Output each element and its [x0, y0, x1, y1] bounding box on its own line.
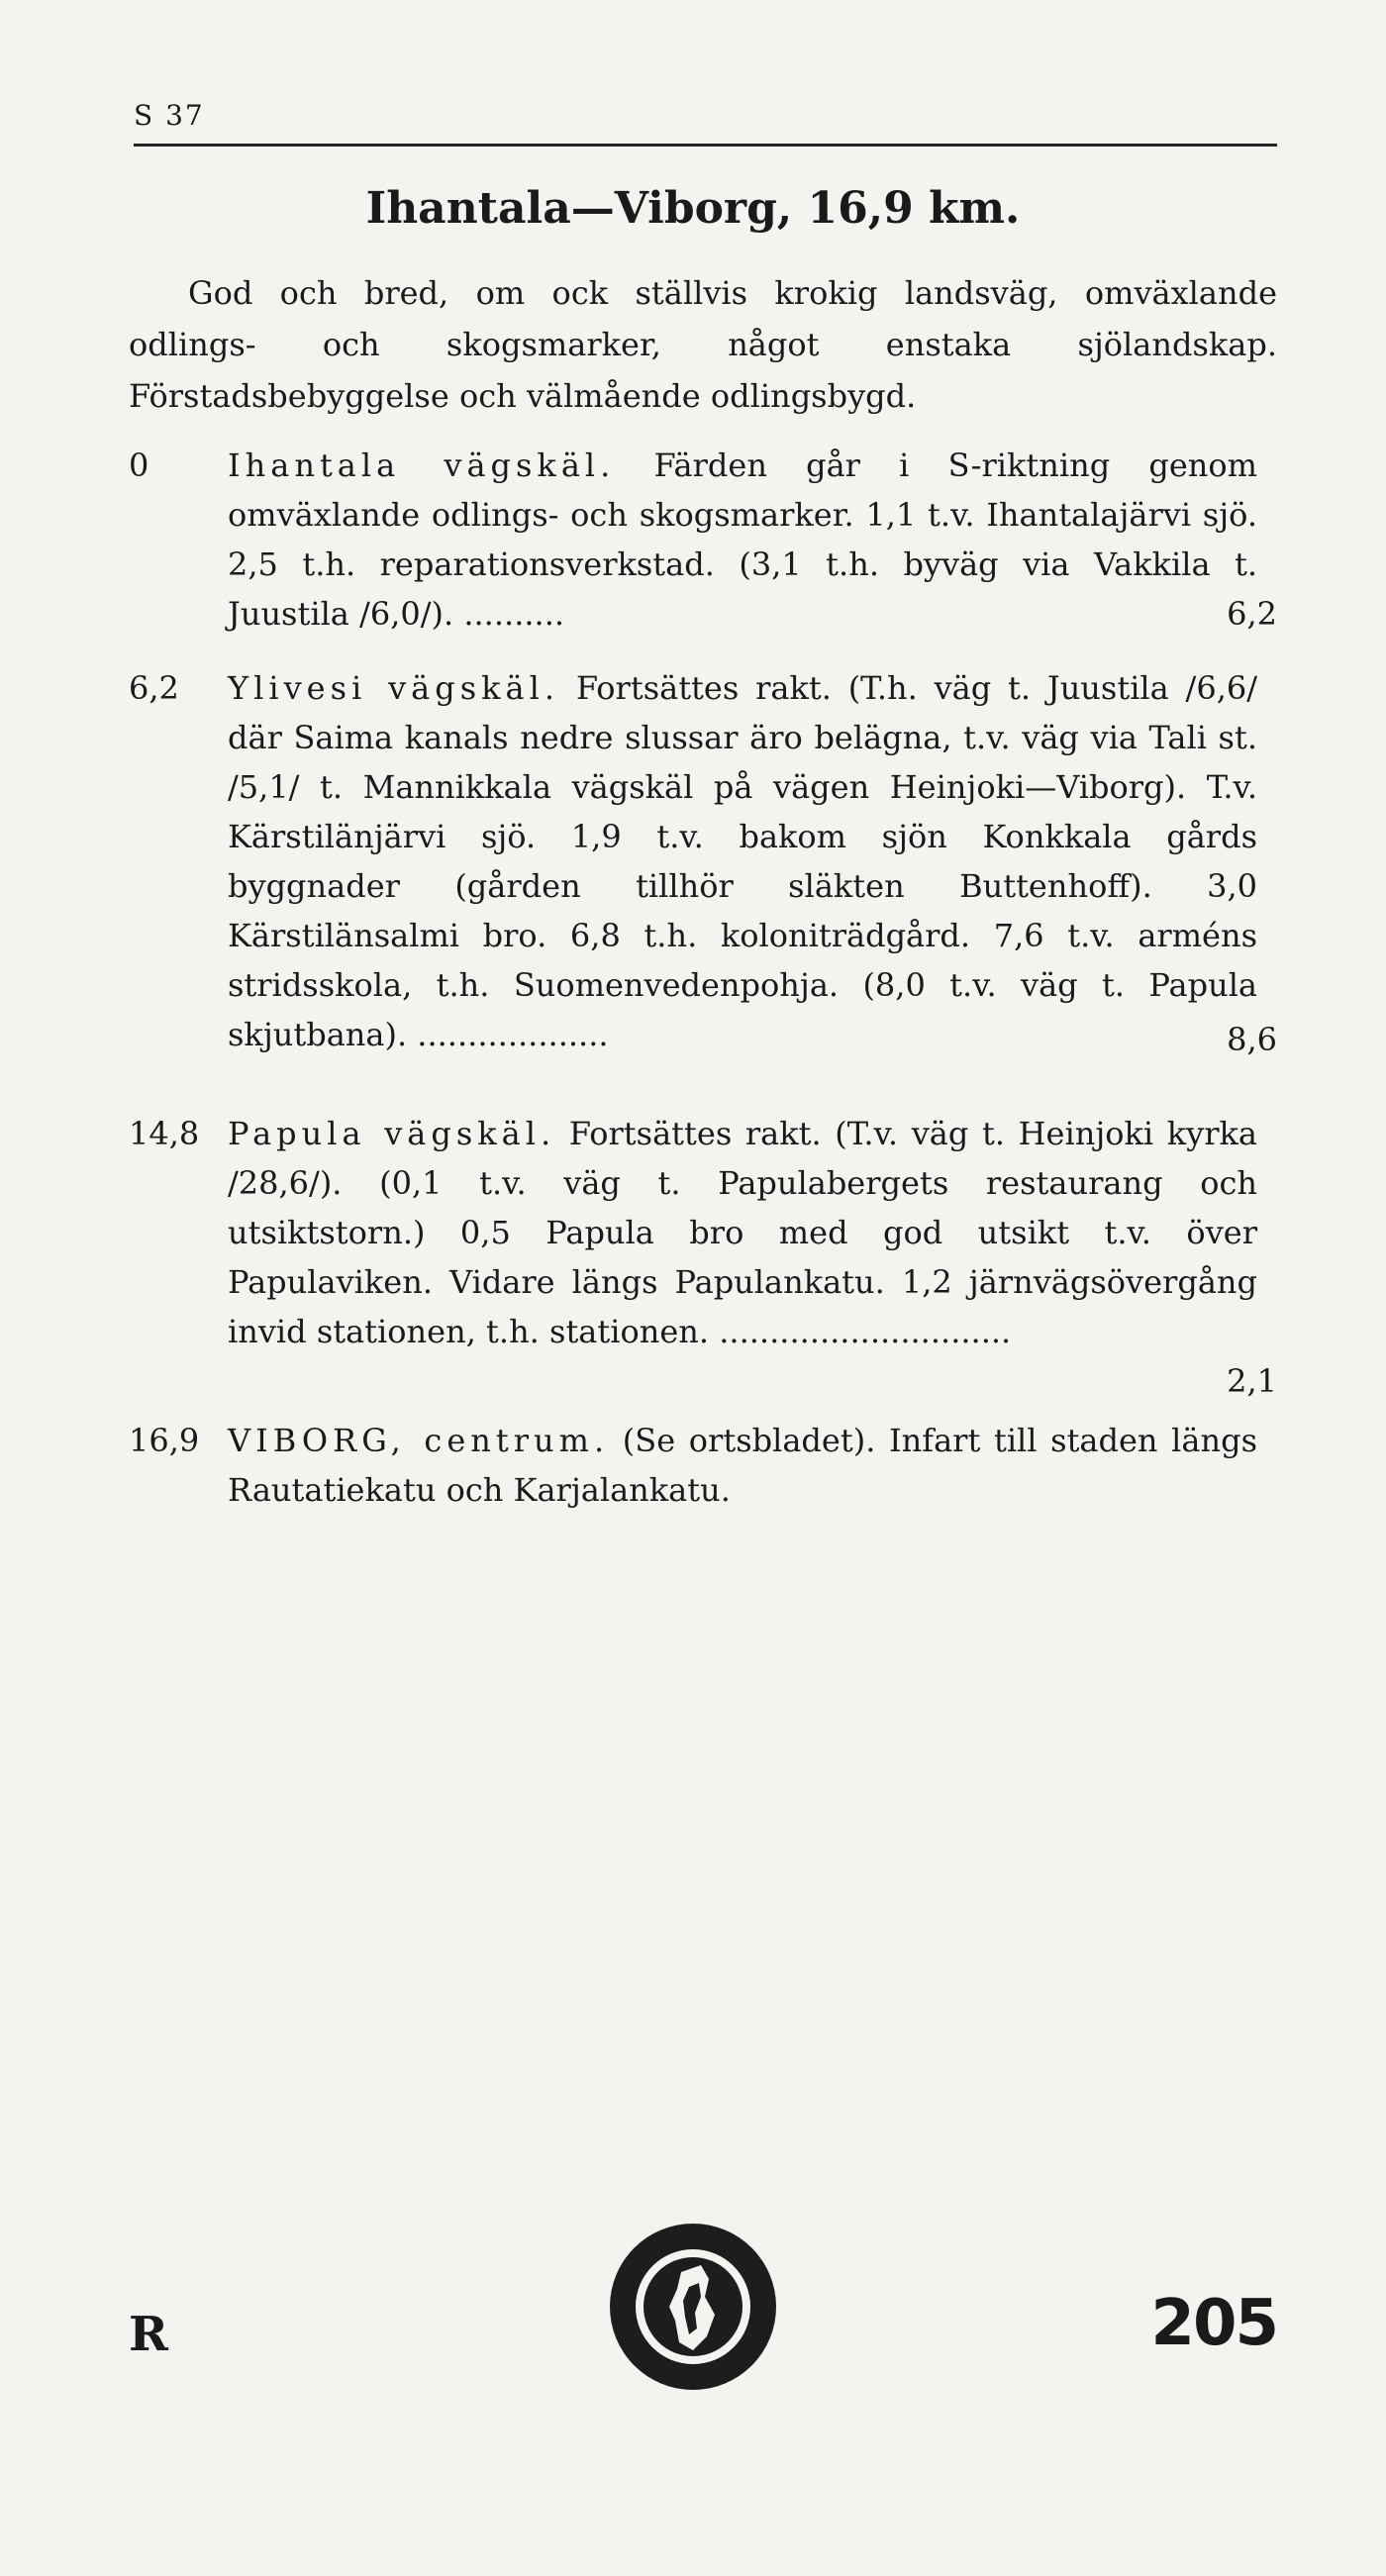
route-entry: [129, 1109, 1277, 1406]
entry-distance: 6,2: [1227, 595, 1277, 633]
entry-km: 6,2: [129, 669, 179, 707]
club-emblem-icon: [604, 2218, 782, 2396]
page-number: 205: [1150, 2287, 1277, 2360]
entry-text: [228, 1109, 1257, 1356]
page-header: [134, 99, 1272, 139]
entry-text: [228, 1416, 1257, 1515]
route-intro: God och bred, om ock ställvis krokig landsväg, omväxlande odlings- och skogsmarker, något enstaka sjölandskap. Förstadsbebyggelse och välmående odlingsbygd.: [129, 274, 1277, 415]
entry-description: (Se ortsbladet). Infart till staden längs Rautatiekatu och Karjalankatu.: [228, 1422, 1258, 1509]
page-reference: S 37: [134, 99, 205, 132]
entry-text: [228, 663, 1257, 1059]
route-entry: [129, 663, 1277, 1079]
entry-place: Ihantala vägskäl.: [228, 446, 616, 484]
entry-description: Färden går i S-riktning genom omväxlande odlings- och skogsmarker. 1,1 t.v. Ihantalajärvi sjö. 2,5 t.h. reparationsverkstad. (3,1 t.h. byväg via Vakkila t. Juustila /6,0/). ..........: [228, 446, 1258, 633]
entry-place: VIBORG, centrum.: [228, 1422, 610, 1459]
entry-text: [228, 441, 1257, 639]
entry-distance: 2,1: [1227, 1362, 1277, 1400]
entry-description: Fortsättes rakt. (T.h. väg t. Juustila /6,6/ där Saima kanals nedre slussar äro belägna, t.v. väg via Tali st. /5,1/ t. Mannikkala vägskäl på vägen Heinjoki—Viborg). T.v. Kärstilänjärvi sjö. 1,9 t.v. bakom sjön Konkkala gårds byggnader (gården tillhör släkten Buttenhoff). 3,0 Kärstilänsalmi bro. 6,8 t.h. koloniträdgård. 7,6 t.v. arméns stridsskola, t.h. Suomenvedenpohja. (8,0 t.v. väg t. Papula skjutbana). ...................: [228, 669, 1258, 1053]
entry-km: 0: [129, 446, 149, 484]
header-rule: [134, 144, 1277, 147]
entry-km: 14,8: [129, 1115, 200, 1152]
route-entry: [129, 1416, 1277, 1525]
entry-description: Fortsättes rakt. (T.v. väg t. Heinjoki kyrka /28,6/). (0,1 t.v. väg t. Papulabergets restaurang och utsiktstorn.) 0,5 Papula bro med god utsikt t.v. över Papulaviken. Vidare längs Papulankatu. 1,2 järnvägsövergång invid stationen, t.h. stationen. .............................: [228, 1115, 1258, 1350]
footer-mark: R: [129, 2307, 168, 2362]
entry-place: Papula vägskäl.: [228, 1115, 556, 1152]
entry-distance: 8,6: [1227, 1021, 1277, 1058]
route-entry: [129, 441, 1277, 648]
route-title: Ihantala—Viborg, 16,9 km.: [365, 183, 1021, 234]
entry-km: 16,9: [129, 1422, 200, 1459]
entry-place: Ylivesi vägskäl.: [228, 669, 560, 707]
